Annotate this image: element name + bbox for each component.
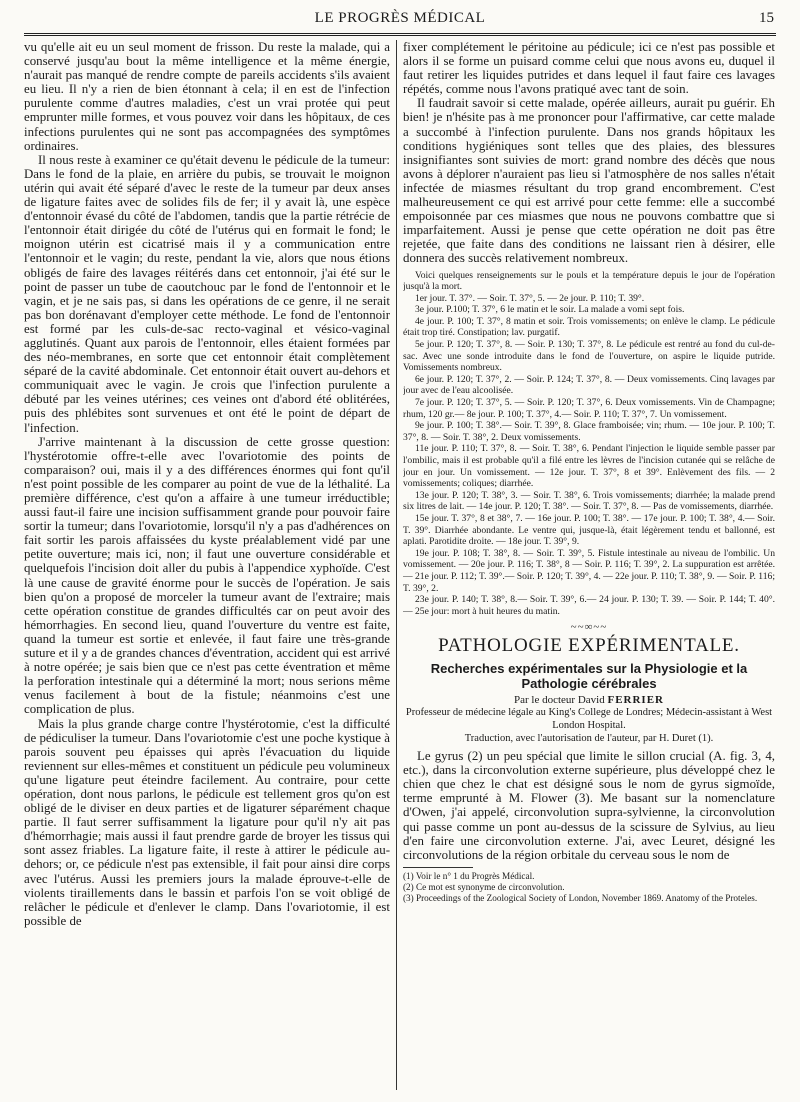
daily-note: 11e jour. P. 110; T. 37°, 8. — Soir. T. 38°, 6. Pendant l'injection le liquide semble passer par l'ombilic, mais il est probable qu'il a filé entre les lèvres de l'incision cutanée qui se relâche de jour en jour. Un vomissement. — 12e jour. T. 37°, 8 et 39°. Enlèvement des fils. — 2 vomissements; coliques; diarrhée. (403, 443, 775, 490)
paragraph: Mais la plus grande charge contre l'hystérotomie, c'est la difficulté de pédiculiser la tumeur. Dans l'ovariotomie c'est une poche kystique à parois souvent peu épaisses qui après l'évacuation du liquide reviennent sur elles-mêmes et constituent un pédicule peu volumineux qu'une ligature peut éteindre facilement. Au contraire, pour cette opération, dont nous parlons, le pédicule est tellement gros qu'on est obligé de le diviser en deux parties et de ligaturer séparément chaque partie. Il faut serrer suffisamment la ligature pour qu'il n'y ait pas d'hémorrhagie; mais aussi il faut prendre garde de broyer les tissus qui sont assez friables. La ligature faite, il reste à attirer le pédicule au-dehors; or, ce pédicule n'est pas extensible, il fait pour ainsi dire corps avec l'utérus. Aussi les premiers jours la malade éprouve-t-elle de violents tiraillements dans le bassin et parfois l'on se voit obligé de relâcher le pédicule et d'enlever le clamp. Dans l'ovariotomie, il est possible de (24, 716, 390, 928)
footnotes (403, 871, 775, 904)
daily-note: 1er jour. T. 37°. — Soir. T. 37°, 5. — 2e jour. P. 110; T. 39°. (415, 292, 645, 304)
footnote: (3) Proceedings of the Zoological Society of London, November 1869. Anatomy of the Proteles. (403, 892, 758, 903)
author-name: FERRIER (607, 694, 664, 707)
paragraph: Le gyrus (2) un peu spécial que limite le sillon crucial (A. fig. 3, 4, etc.), dans la circonvolution externe supérieure, plus développé chez le chien que chez le chat est désigné sous le nom de gyrus sigmoïde, terme emprunté à M. Flower (3). Me basant sur la nomenclature d'Owen, j'ai appelé, circonvolution supra-sylvienne, la circonvolution qui passe comme un pont au-dessus de la scissure de Sylvius, au lieu d'en faire une circonvolution externe. J'ai, avec Leuret, désigné les circonvolutions de la région orbitale du cerveau sous le nom de (403, 749, 775, 862)
paragraph: Il nous reste à examiner ce qu'était devenu le pédicule de la tumeur: Dans le fond de la plaie, en arrière du pubis, se trouvait le moignon utérin qui avait été séparé d'avec le reste de la tumeur par deux anses de ligature faites avec de solides fils de fer; il y avait là, une espèce d'entonnoir évasé du côté de l'abdomen, tandis que la partie rétrécie de l'entonnoir était dirigée du côté de l'utérus qui en formait le fond; le moignon utérin est cicatrisé mais il y a communication entre l'entonnoir et le vagin; du reste, pendant la vie, alors que nous étions obligés de faire des lavages réitérés dans cet entonnoir, j'ai été sur le point de passer un tube de caoutchouc par le fond de l'entonnoir et le vagin, et je ne sais pas, si dans les opérations de ce genre, il ne serait pas bon dorénavant d'employer cette méthode. Le fond de l'entonnoir est formé par les culs-de-sac recto-vaginal et vésico-vaginal agglutinés. Quant aux parois de l'entonnoir, elles étaient formées par des néo-membranes, en sorte que cet entonnoir était complètement séparé de la cavité abdominale. Cet entonnoir était ouvert au-dehors et communiquait avec le vagin. Je crois que l'infection purulente a débuté par les veines utérines; ces veines ont d'abord été oblitérées, puis des phlébites sont survenues et ont été le point de départ de l'infection. (24, 152, 390, 435)
clinical-notes (403, 270, 775, 618)
left-column (24, 40, 390, 1090)
daily-note: 19e jour. P. 108; T. 38°, 8. — Soir. T. 39°, 5. Fistule intestinale au niveau de l'ombilic. Un vomissement. — 20e jour. P. 116; T. 38°, 8 — Soir. P. 116; T. 39°, 2. La suppuration est arrêtée. — 21e jour. P. 112; T. 39°.— Soir. P. 120; T. 39°, 4. — 22e jour. P. 110; T. 38°, 9. — Soir. P. 116; T. 39°, 2. (403, 547, 775, 594)
paragraph: J'arrive maintenant à la discussion de cette grosse question: l'hystérotomie offre-t-elle avec l'ovariotomie des points de comparaison? oui, mais il y a des différences énormes qui font qu'il n'est point possible de les comparer au point de vue de la léthalité. La première différence, c'est qu'on a affaire à une tumeur irréductible; aussi faut-il faire une incision suffisamment grande pour pouvoir faire sortir la tumeur; dans l'ovariotomie, lorsqu'il n'y a pas d'adhérences on fait sortir les parois affaissées du kyste préalablement vidé par une petite ouverture; mais ici, non; il faut une ouverture considérable et quelquefois l'incision doit aller du pubis à l'appendice xyphoïde. C'est là une cause de gravité énorme pour le succès de l'opération. Je sais bien qu'on a proposé de morceler la tumeur avant de l'extraire; mais cette opération constitue de grandes difficultés car on peut avoir des hémorrhagies. En second lieu, quand l'ouverture du ventre est faite, quand la tumeur est sortie et enlevée, il faut faire une très-grande suture et il y a de grandes chances d'éventration, accident qui est arrivé à notre opérée; je sais bien que ce n'est pas cette éventration et même la perforation intestinale qui a déterminé la mort; nous serions même venus facilement à bout de la fistule; néanmoins c'est une complication de plus. (24, 434, 390, 717)
journal-title: LE PROGRÈS MÉDICAL (314, 10, 486, 26)
daily-note: 4e jour. P. 100; T. 37°, 8 matin et soir. Trois vomissements; on enlève le clamp. Le pédicule était trop tiré. Constipation; lav. purgatif. (403, 315, 775, 339)
daily-note: 9e jour. P. 100; T. 38°.— Soir. T. 39°, 8. Glace framboisée; vin; rhum. — 10e jour. P. 100; T. 37°, 8. — Soir. T. 38°, 2. Deux vomissements. (403, 420, 775, 443)
paragraph: Il faudrait savoir si cette malade, opérée ailleurs, aurait pu guérir. Eh bien! je n'hésite pas à me prononcer pour l'affirmative, car cette malade a succombé à l'infection purulente. Dans nos grands hôpitaux les conditions hygiéniques sont telles que des plaies, des blessures insignifiantes sont suivies de mort: grand nombre des décès que nous avons à déplorer n'auraient pas lieu si l'atmosphère de nos salles n'était infectée de miasmes résultant du trop grand encombrement. C'est malheureusement ce qui est arrivé pour cette femme: elle a succombé empoisonnée par ces miasmes que nous ne pouvons combattre que si imparfaitement. Aussi je pense que cette opération ne doit pas être rejetée, que faite dans des conditions ne laissant rien à désirer, elle donnera des succès relativement nombreux. (403, 96, 775, 266)
footnote-rule (403, 867, 473, 868)
author-affiliation: Professeur de médecine légale au King's College de Londres; Médecin-assistant à West London Hospital. (405, 707, 773, 731)
notes-intro: Voici quelques renseignements sur le pouls et la température depuis le jour de l'opération jusqu'à la mort. (403, 269, 775, 293)
running-header (0, 8, 800, 30)
article-byline (403, 694, 775, 707)
daily-note: 23e jour. P. 140; T. 38°, 8.— Soir. T. 39°, 6.— 24 jour. P. 130; T. 39. — Soir. P. 144; T. 40°. — 25e jour: mort à huit heures du matin. (403, 594, 775, 617)
footnote: (1) Voir le n° 1 du Progrès Médical. (403, 870, 535, 881)
translation-credit: Traduction, avec l'autorisation de l'auteur, par H. Duret (1). (464, 732, 714, 744)
column-divider (396, 40, 397, 1090)
daily-note: 6e jour. P. 120; T. 37°, 2. — Soir. P. 124; T. 37°, 8. — Deux vomissements. Cinq lavages par jour avec de l'eau alcoolisée. (403, 373, 775, 397)
right-column (403, 40, 775, 1090)
article-title: Recherches expérimentales sur la Physiologie et la Pathologie cérébrales (430, 661, 748, 692)
daily-note: 13e jour. P. 120; T. 38°, 3. — Soir. T. 38°, 6. Trois vomissements; diarrhée; la malade prend six litres de lait. — 14e jour. P. 120; T. 38°. — Soir. T. 37°, 8. — Pas de vomissements, diarrhée. (403, 489, 775, 513)
paragraph: vu qu'elle ait eu un seul moment de frisson. Du reste la malade, qui a conservé jusqu'au bout la même intelligence et la même énergie, n'aurait pas manqué de rendre compte de pareils accidents s'ils avaient eu lieu. Il n'y a rien de bien étonnant à cela; il en est de l'infection purulente comme d'autres maladies, c'est un vrai protée qui peut emprunter mille formes, et vous pouvez voir dans les hôpitaux, de ces infections purulentes qui ne sont pas accompagnées des symptômes ordinaires. (24, 40, 390, 153)
daily-note: 15e jour. T. 37°, 8 et 38°, 7. — 16e jour. P. 100; T. 38°. — 17e jour. P. 100; T. 38°, 4.— Soir. T. 39°. Diarrhée abondante. Le ventre qui, jusque-là, était légèrement tendu et ballonné, est aplati. Parotidite droite. — 18e jour. T. 39°, 9. (403, 512, 775, 548)
daily-note: 3e jour. P.100; T. 37°, 6 le matin et le soir. La malade a vomi sept fois. (415, 304, 685, 316)
daily-note: 5e jour. P. 120; T. 37°, 8. — Soir. P. 130; T. 37°, 8. Le pédicule est rentré au fond du cul-de-sac. Avec une sonde introduite dans le fond de l'ouverture, on aspire le liquide putride. Vomissements nombreux. (403, 339, 775, 374)
page-number: 15 (759, 10, 774, 26)
section-heading: PATHOLOGIE EXPÉRIMENTALE. (438, 635, 740, 657)
header-rule (24, 33, 776, 36)
byline-prefix: Par le docteur David (514, 694, 605, 707)
daily-note: 7e jour. P. 120; T. 37°, 5. — Soir. P. 120; T. 37°, 6. Deux vomissements. Vin de Champagne; rhum, 120 gr.— 8e jour. P. 100; T. 37°, 4.— Soir. P. 110; T. 37°, 7. Un vomissement. (403, 397, 775, 420)
ornament-divider: ~~∞~~ (570, 621, 608, 634)
footnote: (2) Ce mot est synonyme de circonvolution. (403, 881, 565, 892)
paragraph: fixer complétement le péritoine au pédicule; ici ce n'est pas possible et alors il se forme un puisard comme celui que nous avons eu, duquel il faut retirer les liquides putrides et dans lequel il faut faire ces lavages répétés, comme nous l'avons pratiqué avec tant de soin. (403, 40, 775, 97)
